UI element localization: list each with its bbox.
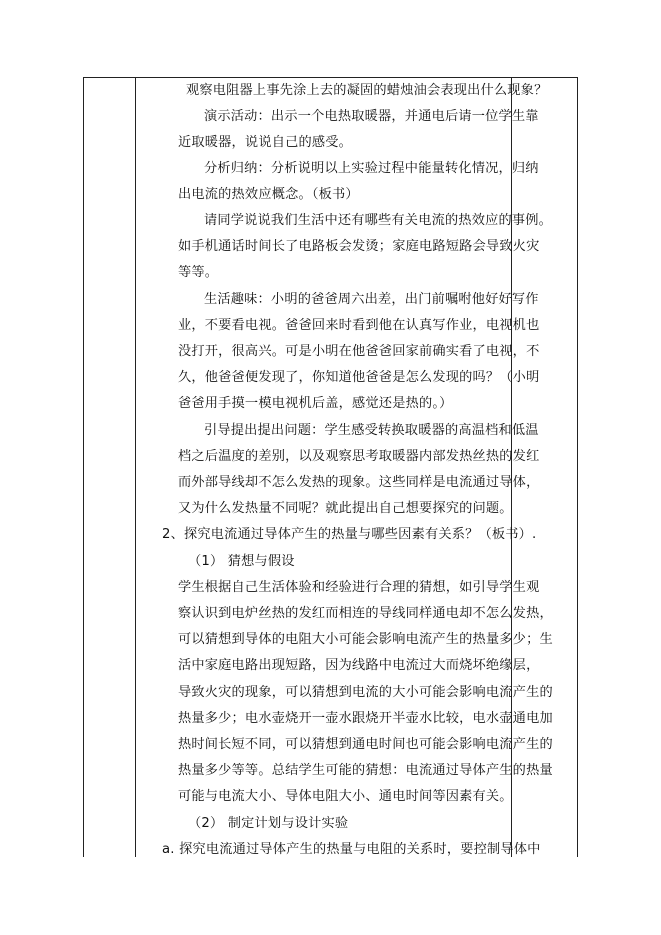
text-line: 演示活动：出示一个电热取暖器，并通电后请一位学生靠 bbox=[204, 109, 539, 124]
text-line: 活中家庭电路出现短路，因为线路中电流过大而烧坏绝缘层， bbox=[178, 658, 540, 673]
text-line: 出电流的热效应概念。（板书） bbox=[178, 187, 359, 202]
text-line: 学生根据自己生活体验和经验进行合理的猜想，如引导学生观 bbox=[178, 580, 540, 595]
text-line: 如手机通话时间长了电路板会发烫；家庭电路短路会导致火灾 bbox=[178, 239, 540, 254]
text-line: 爸爸用手摸一模电视机后盖，感觉还是热的。） bbox=[178, 396, 453, 411]
text-line: 热时间长短不同，可以猜想到通电时间也可能会影响电流产生的 bbox=[178, 737, 553, 752]
table-border-left bbox=[83, 77, 84, 857]
text-line: 又为什么发热量不同呢？就此提出自己想要探究的问题。 bbox=[178, 501, 513, 516]
text-line: 等等。 bbox=[178, 265, 219, 280]
table-top-border bbox=[83, 77, 578, 78]
text-line: 热量多少等等。总结学生可能的猜想：电流通过导体产生的热量 bbox=[178, 763, 553, 778]
text-line: 分析归纳：分析说明以上实验过程中能量转化情况，归纳 bbox=[204, 161, 539, 176]
text-line: 察认识到电炉丝热的发红而相连的导线同样通电却不怎么发热， bbox=[178, 606, 553, 621]
table-divider-1 bbox=[135, 77, 136, 857]
text-line: 可能与电流大小、导体电阻大小、通电时间等因素有关。 bbox=[178, 789, 513, 804]
text-line: 而外部导线却不怎么发热的现象。这些同样是电流通过导体， bbox=[178, 475, 540, 490]
text-line: 导致火灾的现象，可以猜想到电流的大小可能会影响电流产生的 bbox=[178, 685, 553, 700]
text-line: 热量多少；电水壶烧开一壶水跟烧开半壶水比较，电水壶通电加 bbox=[178, 711, 553, 726]
text-line: 久，他爸爸便发现了，你知道他爸爸是怎么发现的吗？（小明 bbox=[178, 370, 540, 385]
text-line: 生活趣味：小明的爸爸周六出差，出门前嘱咐他好好写作 bbox=[204, 292, 539, 307]
text-line: 观察电阻器上事先涂上去的凝固的蜡烛油会表现出什么现象？ bbox=[186, 83, 548, 98]
text-line: 业，不要看电视。爸爸回来时看到他在认真写作业，电视机也 bbox=[178, 318, 540, 333]
subsection-heading: （2） 制定计划与设计实验 bbox=[188, 816, 349, 831]
text-line: 没打开，很高兴。可是小明在他爸爸回家前确实看了电视，不 bbox=[178, 344, 540, 359]
text-line: a. 探究电流通过导体产生的热量与电阻的关系时，要控制导体中 bbox=[162, 842, 541, 857]
text-line: 请同学说说我们生活中还有哪些有关电流的热效应的事例。 bbox=[204, 213, 553, 228]
text-line: 可以猜想到导体的电阻大小可能会影响电流产生的热量多少；生 bbox=[178, 632, 553, 647]
text-line: 近取暖器，说说自己的感受。 bbox=[178, 135, 353, 150]
table-border-right bbox=[577, 77, 578, 857]
section-heading: 2、探究电流通过导体产生的热量与哪些因素有关系？（板书）. bbox=[162, 527, 537, 542]
text-line: 档之后温度的差别，以及观察思考取暖器内部发热丝热的发红 bbox=[178, 449, 540, 464]
text-line: 引导提出提出问题：学生感受转换取暖器的高温档和低温 bbox=[204, 423, 539, 438]
subsection-heading: （1） 猜想与假设 bbox=[188, 554, 295, 569]
